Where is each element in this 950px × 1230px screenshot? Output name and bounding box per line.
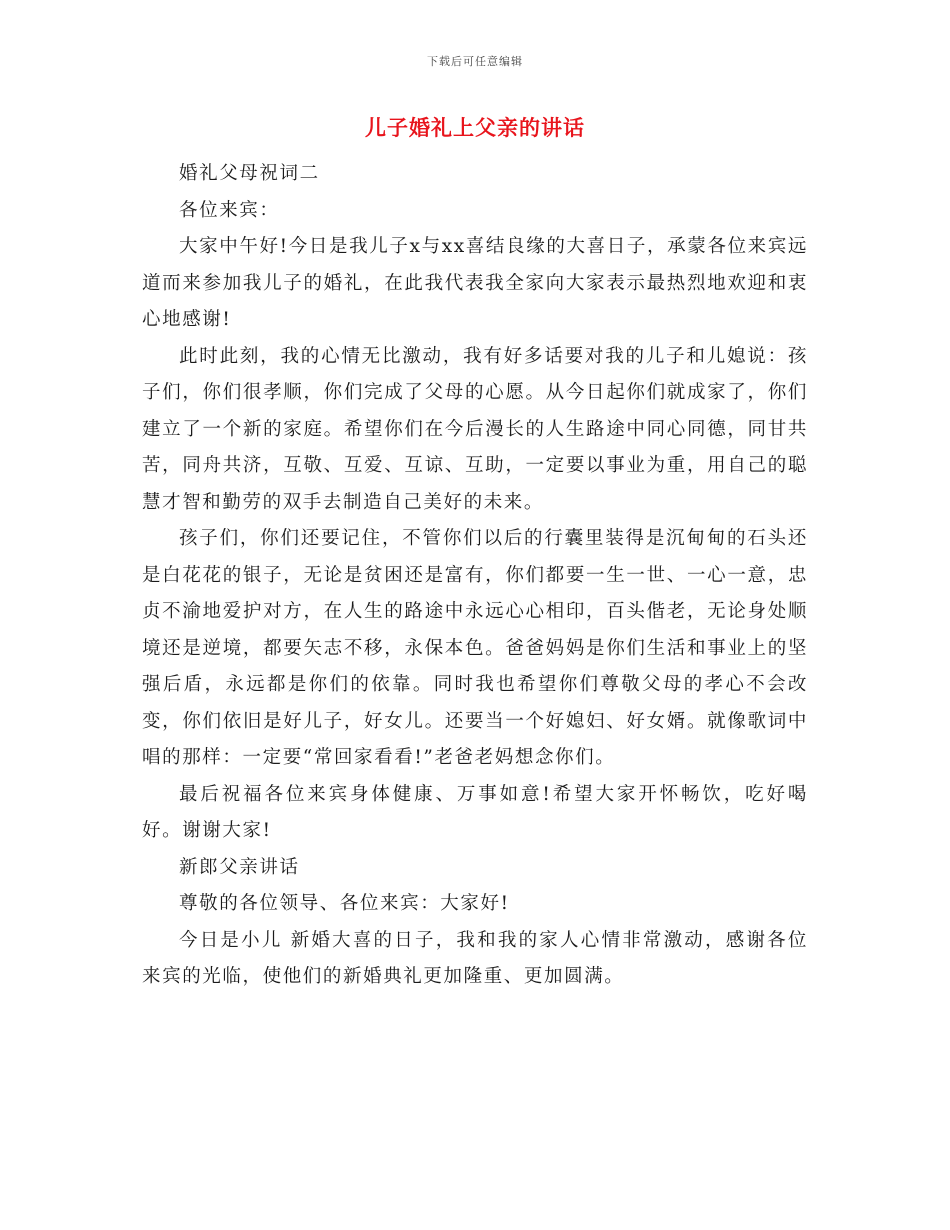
paragraph-welcome: 大家中午好!今日是我儿子x与xx喜结良缘的大喜日子，承蒙各位来宾远道而来参加我儿子的婚礼，在此我代表我全家向大家表示最热烈地欢迎和衷心地感谢! bbox=[142, 236, 808, 330]
paragraph-subtitle-1: 婚礼父母祝词二 bbox=[179, 163, 320, 184]
paragraph-subtitle-2: 新郎父亲讲话 bbox=[179, 856, 300, 878]
paragraph-greeting-1: 各位来宾： bbox=[179, 199, 280, 221]
paragraph-advice: 孩子们，你们还要记住，不管你们以后的行囊里装得是沉甸甸的石头还是白花花的银子，无论是贫困还是富有，你们都要一生一世、一心一意，忠贞不渝地爱护对方，在人生的路途中永远心心相印，百头偕老，无论身处顺境还是逆境，都要矢志不移，永保本色。爸爸妈妈是你们生活和事业上的坚强后盾，永远都是你们的依靠。同时我也希望你们尊敬父母的孝心不会改变，你们依旧是好儿子，好女儿。还要当一个好媳妇、好女婿。就像歌词中唱的那样：一定要“常回家看看!”老爸老妈想念你们。 bbox=[142, 528, 808, 768]
document-body bbox=[142, 156, 808, 996]
paragraph-closing-blessing: 最后祝福各位来宾身体健康、万事如意!希望大家开怀畅饮，吃好喝好。谢谢大家! bbox=[142, 783, 808, 841]
header-note: 下载后可任意编辑 bbox=[427, 55, 523, 68]
document-title: 儿子婚礼上父亲的讲话 bbox=[365, 115, 585, 140]
paragraph-greeting-2: 尊敬的各位领导、各位来宾：大家好! bbox=[179, 893, 510, 914]
paragraph-wishes-to-couple: 此时此刻，我的心情无比激动，我有好多话要对我的儿子和儿媳说：孩子们，你们很孝顺，你们完成了父母的心愿。从今日起你们就成家了，你们建立了一个新的家庭。希望你们在今后漫长的人生路途中同心同德，同甘共苦，同舟共济，互敬、互爱、互谅、互助，一定要以事业为重，用自己的聪慧才智和勤劳的双手去制造自己美好的未来。 bbox=[142, 345, 808, 513]
paragraph-thanks: 今日是小儿 新婚大喜的日子，我和我的家人心情非常激动，感谢各位来宾的光临，使他们的新婚典礼更加隆重、更加圆满。 bbox=[142, 929, 808, 987]
